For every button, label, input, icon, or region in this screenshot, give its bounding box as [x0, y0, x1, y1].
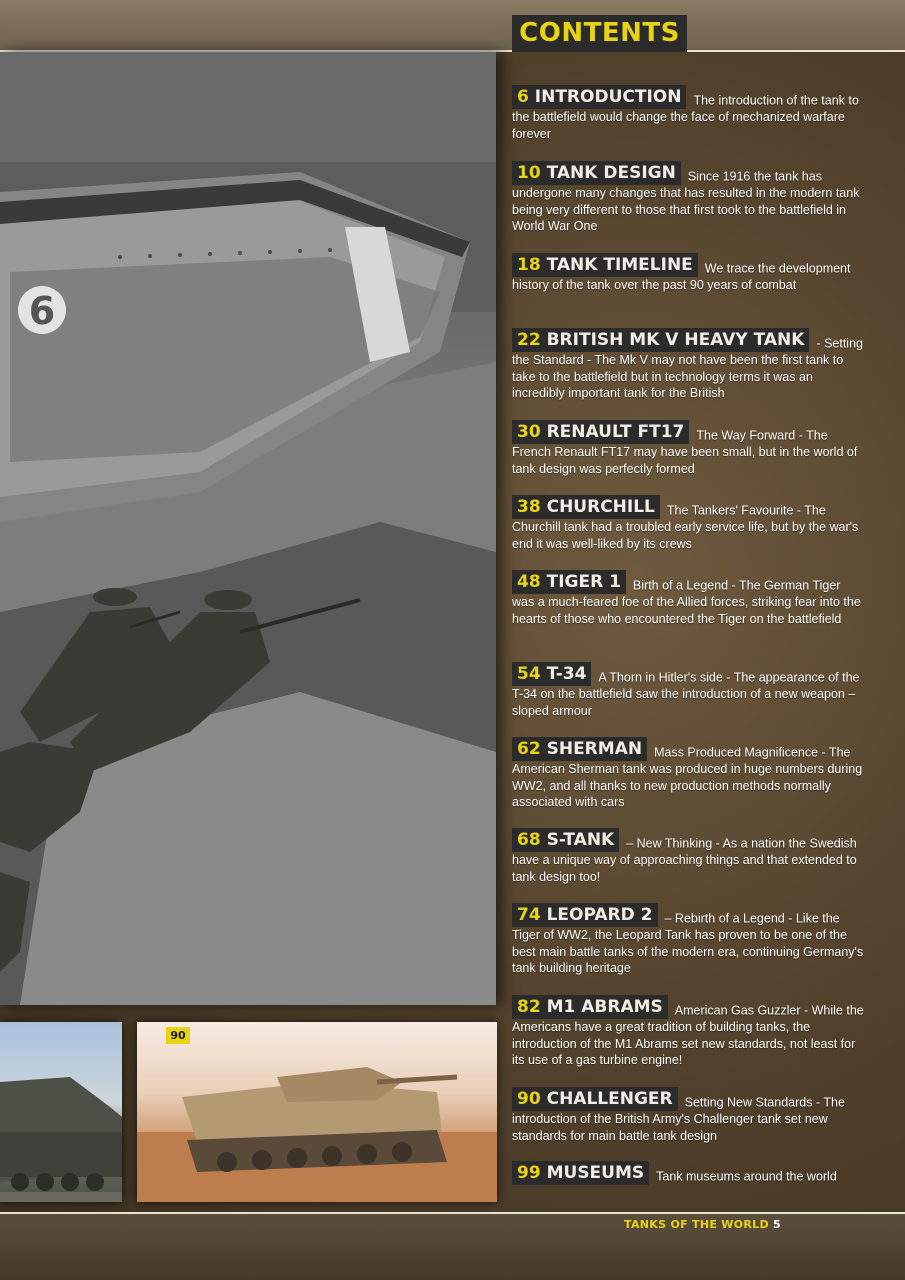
main-photo-illustration [0, 52, 496, 1005]
entry-page-number: 22 [517, 330, 541, 350]
entry-label [512, 570, 626, 594]
challenger-tank-illustration [137, 1022, 497, 1202]
main-photo-ww1-tank [0, 52, 496, 1005]
footer-rule [0, 1212, 905, 1214]
toc-entry-renault-ft17[interactable] [512, 420, 864, 477]
entry-label [512, 161, 681, 185]
entry-title: MUSEUMS [546, 1163, 645, 1183]
entry-label [512, 253, 698, 277]
entry-label [512, 995, 668, 1019]
entry-description: – Rebirth of a Legend - Like the Tiger of WW2, the Leopard Tank has proven to be one of the best main battle tanks of the modern era, continuing Germany's tank building heritage [512, 911, 864, 975]
entry-page-number: 82 [517, 997, 541, 1017]
entry-description: – New Thinking - As a nation the Swedish have a unique way of approaching things and that extended to tank design too! [512, 836, 857, 884]
entry-title: LEOPARD 2 [546, 905, 653, 925]
entry-title: CHURCHILL [546, 497, 655, 517]
entry-label [512, 903, 658, 927]
entry-page-number: 90 [517, 1089, 541, 1109]
entry-description: American Gas Guzzler - While the Americans have a great tradition of building tanks, the introduction of the M1 Abrams set new standards, not least for its use of a gas turbine engine! [512, 1003, 864, 1067]
entry-page-number: 6 [517, 87, 529, 107]
entry-description: Tank museums around the world [656, 1169, 837, 1184]
entry-description: Mass Produced Magnificence - The American Sherman tank was produced in huge numbers during WW2, and all thanks to new production methods normally associated with cars [512, 745, 863, 809]
entry-title: INTRODUCTION [534, 87, 682, 107]
entry-page-number: 68 [517, 830, 541, 850]
entry-description: Birth of a Legend - The German Tiger was a much-feared foe of the Allied forces, striking fear into the hearts of those who encountered the Tiger on the battlefield [512, 578, 861, 626]
entry-label [512, 828, 619, 852]
toc-entry-introduction[interactable] [512, 85, 864, 142]
entry-description: The Way Forward - The French Renault FT17 may have been small, but in the world of tank design was perfectly formed [512, 428, 858, 476]
entry-label [512, 662, 591, 686]
page-number: 5 [773, 1218, 781, 1231]
entry-label [512, 420, 689, 444]
entry-label [512, 737, 647, 761]
toc-entry-sherman[interactable] [512, 737, 864, 811]
entry-page-number: 38 [517, 497, 541, 517]
entry-title: T-34 [546, 664, 587, 684]
entry-label [512, 1087, 678, 1111]
photo-challenger-thumbnail [137, 1022, 497, 1202]
entry-description: Setting New Standards - The introduction of the British Army's Challenger tank set new standards for main battle tank design [512, 1095, 845, 1143]
entry-title: TIGER 1 [546, 572, 621, 592]
entry-label [512, 495, 660, 519]
header-band [0, 0, 905, 52]
photo-page-badge: 90 [166, 1027, 190, 1044]
toc-entry-leopard-2[interactable] [512, 903, 864, 977]
toc-entry-british-mk-v[interactable] [512, 328, 864, 402]
entry-page-number: 54 [517, 664, 541, 684]
entry-title: RENAULT FT17 [546, 422, 685, 442]
entry-description: We trace the development history of the tank over the past 90 years of combat [512, 261, 851, 292]
entry-title: M1 ABRAMS [546, 997, 663, 1017]
page-title: CONTENTS [512, 15, 687, 52]
entry-description: - Setting the Standard - The Mk V may not have been the first tank to take to the battlefield but in technology terms it was an incredibly important tank for the British [512, 336, 863, 400]
m1-abrams-illustration [0, 1022, 122, 1202]
entry-description: The introduction of the tank to the battlefield would change the face of mechanized warfare forever [512, 93, 859, 141]
entry-label [512, 328, 809, 352]
entry-title: TANK TIMELINE [546, 255, 693, 275]
entry-title: SHERMAN [546, 739, 643, 759]
entry-page-number: 74 [517, 905, 541, 925]
toc-entry-tiger-1[interactable] [512, 570, 864, 627]
entry-title: S-TANK [546, 830, 615, 850]
toc-entry-tank-timeline[interactable] [512, 253, 864, 294]
entry-page-number: 99 [517, 1163, 541, 1183]
entry-label [512, 1161, 649, 1185]
svg-text:6: 6 [28, 289, 56, 333]
entry-title: BRITISH MK V HEAVY TANK [546, 330, 805, 350]
page-footer [624, 1218, 781, 1231]
entry-page-number: 48 [517, 572, 541, 592]
toc-entry-m1-abrams[interactable] [512, 995, 864, 1069]
entry-page-number: 62 [517, 739, 541, 759]
entry-page-number: 10 [517, 163, 541, 183]
toc-entry-challenger[interactable] [512, 1087, 864, 1144]
magazine-title: TANKS OF THE WORLD [624, 1218, 769, 1231]
entry-title: CHALLENGER [546, 1089, 673, 1109]
entry-description: A Thorn in Hitler's side - The appearance of the T-34 on the battlefield saw the introduction of a new weapon – sloped armour [512, 670, 860, 718]
entry-description: The Tankers' Favourite - The Churchill tank had a troubled early service life, but by the war's end it was well-liked by its crews [512, 503, 859, 551]
toc-entry-churchill[interactable] [512, 495, 864, 552]
entry-label [512, 85, 686, 109]
entry-description: Since 1916 the tank has undergone many changes that has resulted in the modern tank being very different to those that first took to the battlefield in World War One [512, 169, 860, 233]
toc-entry-tank-design[interactable] [512, 161, 864, 235]
photo-m1-abrams-thumbnail [0, 1022, 122, 1202]
entry-page-number: 30 [517, 422, 541, 442]
entry-page-number: 18 [517, 255, 541, 275]
toc-entry-t-34[interactable] [512, 662, 864, 719]
entry-title: TANK DESIGN [546, 163, 676, 183]
toc-entry-museums[interactable] [512, 1161, 864, 1185]
toc-entry-s-tank[interactable] [512, 828, 864, 885]
